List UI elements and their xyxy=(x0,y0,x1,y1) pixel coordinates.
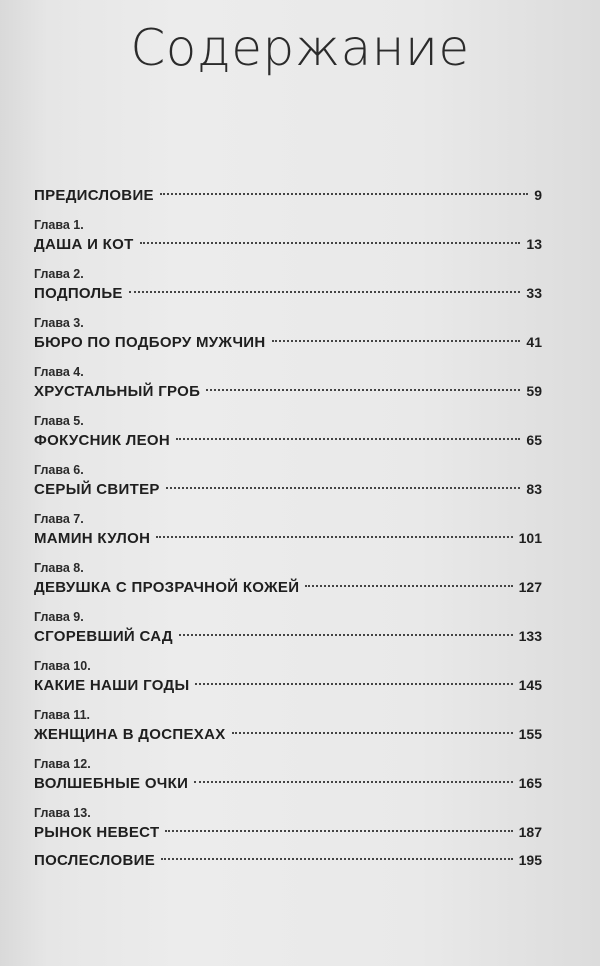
dot-leader xyxy=(161,858,513,860)
dot-leader xyxy=(206,389,520,391)
page-number: 59 xyxy=(526,383,542,399)
dot-leader xyxy=(140,242,521,244)
chapter-number-label: Глава 1. xyxy=(34,218,84,232)
chapter-number-label: Глава 11. xyxy=(34,708,90,722)
dot-leader xyxy=(272,340,521,342)
table-of-contents xyxy=(34,183,542,872)
dot-leader xyxy=(305,585,512,587)
page-number: 195 xyxy=(518,852,542,868)
dot-leader xyxy=(160,193,528,195)
toc-row xyxy=(34,673,542,697)
toc-entry xyxy=(34,610,542,648)
chapter-title: ДАША И КОТ xyxy=(34,236,134,253)
chapter-title: ХРУСТАЛЬНЫЙ ГРОБ xyxy=(34,383,201,400)
toc-row xyxy=(34,771,542,795)
dot-leader xyxy=(232,732,513,734)
chapter-number-label: Глава 7. xyxy=(34,512,84,526)
toc-entry xyxy=(34,414,542,452)
page-number: 65 xyxy=(526,432,542,448)
page-number: 145 xyxy=(518,677,542,693)
toc-entry xyxy=(34,463,542,501)
dot-leader xyxy=(195,683,512,685)
toc-row xyxy=(34,575,542,599)
chapter-title: СЕРЫЙ СВИТЕР xyxy=(34,481,160,498)
toc-row xyxy=(34,526,542,550)
dot-leader xyxy=(129,291,521,293)
chapter-number-label: Глава 3. xyxy=(34,316,84,330)
chapter-number-label: Глава 12. xyxy=(34,757,91,771)
toc-row xyxy=(34,848,542,872)
page-number: 83 xyxy=(526,481,542,497)
chapter-title: ПРЕДИСЛОВИЕ xyxy=(34,187,154,204)
page-number: 13 xyxy=(526,236,542,252)
chapter-title: ПОДПОЛЬЕ xyxy=(34,285,123,302)
chapter-title: ЖЕНЩИНА В ДОСПЕХАХ xyxy=(34,726,226,743)
chapter-title: ПОСЛЕСЛОВИЕ xyxy=(34,852,156,869)
page-number: 41 xyxy=(526,334,542,350)
dot-leader xyxy=(194,781,512,783)
toc-entry xyxy=(34,848,542,872)
toc-row xyxy=(34,428,542,452)
page-number: 9 xyxy=(534,187,542,203)
toc-row xyxy=(34,379,542,403)
page-number: 155 xyxy=(518,726,542,742)
chapter-title: ДЕВУШКА С ПРОЗРАЧНОЙ КОЖЕЙ xyxy=(34,579,300,596)
dot-leader xyxy=(156,536,512,538)
toc-row xyxy=(34,281,542,305)
chapter-title: РЫНОК НЕВЕСТ xyxy=(34,824,160,841)
page-title: Содержание xyxy=(130,19,470,77)
chapter-number-label: Глава 9. xyxy=(34,610,84,624)
chapter-number-label: Глава 6. xyxy=(34,463,84,477)
toc-entry xyxy=(34,757,542,795)
chapter-number-label: Глава 8. xyxy=(34,561,84,575)
toc-row xyxy=(34,330,542,354)
dot-leader xyxy=(179,634,513,636)
toc-row xyxy=(34,477,542,501)
chapter-number-label: Глава 13. xyxy=(34,806,91,820)
toc-row xyxy=(34,820,542,844)
chapter-title: ФОКУСНИК ЛЕОН xyxy=(34,432,171,449)
toc-entry xyxy=(34,316,542,354)
dot-leader xyxy=(166,487,521,489)
toc-entry xyxy=(34,806,542,844)
page-number: 127 xyxy=(518,579,542,595)
page-number: 165 xyxy=(518,775,542,791)
toc-entry xyxy=(34,183,542,207)
dot-leader xyxy=(176,438,520,440)
toc-entry xyxy=(34,561,542,599)
chapter-title: БЮРО ПО ПОДБОРУ МУЖЧИН xyxy=(34,334,266,351)
toc-entry xyxy=(34,708,542,746)
toc-row xyxy=(34,183,542,207)
dot-leader xyxy=(165,830,512,832)
chapter-number-label: Глава 5. xyxy=(34,414,84,428)
chapter-title: КАКИЕ НАШИ ГОДЫ xyxy=(34,677,190,694)
chapter-title: ВОЛШЕБНЫЕ ОЧКИ xyxy=(34,775,189,792)
chapter-number-label: Глава 2. xyxy=(34,267,84,281)
toc-entry xyxy=(34,512,542,550)
chapter-number-label: Глава 10. xyxy=(34,659,91,673)
toc-entry xyxy=(34,365,542,403)
toc-entry xyxy=(34,218,542,256)
page-number: 133 xyxy=(518,628,542,644)
toc-row xyxy=(34,232,542,256)
chapter-title: СГОРЕВШИЙ САД xyxy=(34,628,173,645)
toc-entry xyxy=(34,267,542,305)
chapter-title: МАМИН КУЛОН xyxy=(34,530,151,547)
page-number: 33 xyxy=(526,285,542,301)
page-number: 187 xyxy=(518,824,542,840)
page-number: 101 xyxy=(518,530,542,546)
toc-row xyxy=(34,722,542,746)
toc-entry xyxy=(34,659,542,697)
chapter-number-label: Глава 4. xyxy=(34,365,84,379)
toc-row xyxy=(34,624,542,648)
